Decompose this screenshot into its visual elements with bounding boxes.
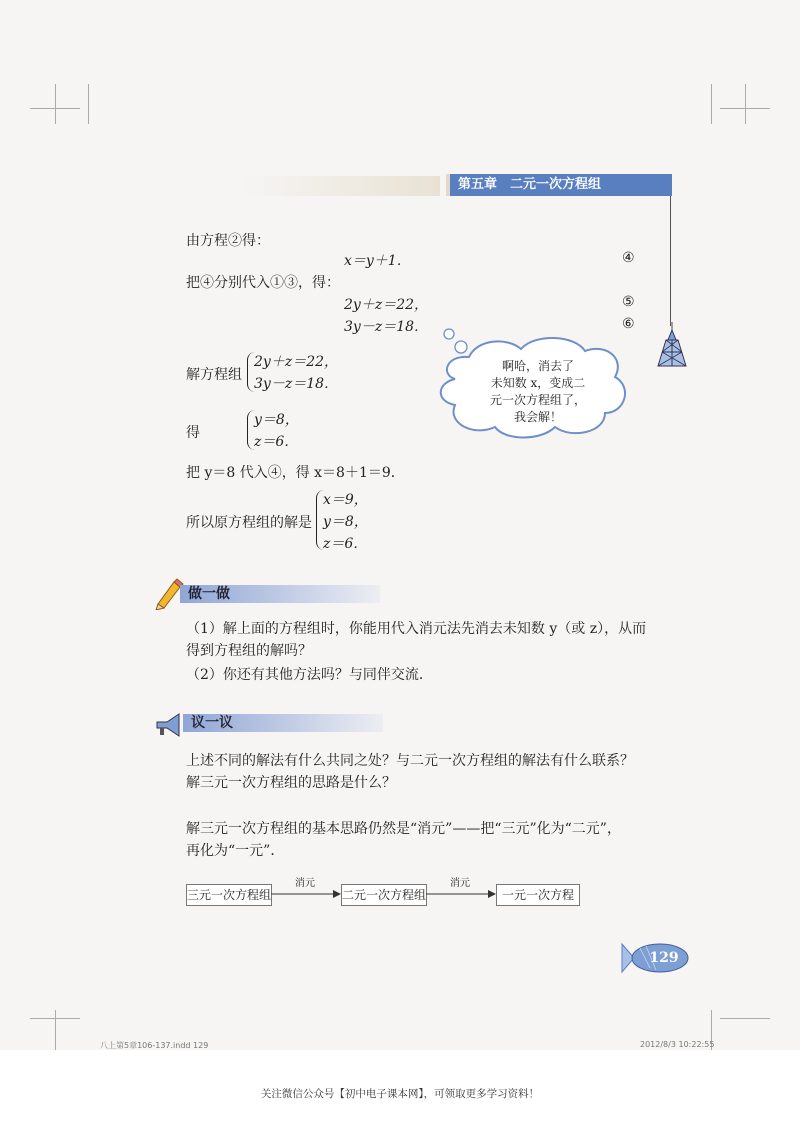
header-decoration — [240, 176, 440, 196]
crop-mark — [745, 84, 746, 124]
get-label: 得 — [186, 425, 200, 441]
crop-mark — [711, 84, 712, 124]
solve-label: 解方程组 — [186, 367, 242, 383]
equation-6: 3y－z＝18． — [344, 319, 429, 335]
crop-mark — [55, 84, 56, 124]
crop-mark — [720, 1018, 770, 1019]
wechat-notice: 关注微信公众号【初中电子课本网】，可领取更多学习资料！ — [260, 1088, 540, 1100]
flow-arrow — [271, 888, 341, 900]
discussion-text: 上述不同的解法有什么共同之处？与二元一次方程组的解法有什么联系？ — [186, 753, 634, 769]
summary-text: 再化为“一元”． — [186, 843, 285, 859]
final-y: y＝8， — [323, 514, 368, 530]
crop-mark — [30, 1018, 80, 1019]
final-label: 所以原方程组的解是 — [186, 515, 312, 531]
activity-question-1: （1）解上面的方程组时，你能用代入消元法先消去未知数 y（或 z），从而 — [186, 621, 647, 637]
summary-text: 解三元一次方程组的基本思路仍然是“消元”——把“三元”化为“二元”， — [186, 821, 621, 837]
flow-arrow-label: 消元 — [295, 878, 315, 889]
thought-line: 啊哈，消去了 — [501, 359, 574, 373]
equation-4: x＝y＋1． — [344, 253, 411, 269]
flow-box-two-var: 二元一次方程组 — [341, 884, 427, 906]
equation-number: ⑤ — [622, 294, 635, 310]
back-substitution: 把 y＝8 代入④，得 x＝8＋1＝9． — [186, 465, 405, 481]
system-eq-1: 2y＋z＝22， — [254, 354, 339, 370]
file-timestamp: 2012/8/3 10:22:55 — [640, 1040, 715, 1049]
thought-line: 元一次方程组了， — [489, 393, 586, 407]
equation-5: 2y＋z＝22， — [344, 297, 429, 313]
thought-line: 我会解！ — [513, 410, 562, 424]
system-eq-2: 3y－z＝18． — [254, 376, 339, 392]
page-number: 129 — [649, 950, 679, 966]
flow-arrow — [426, 888, 496, 900]
flow-arrow-label: 消元 — [450, 878, 470, 889]
final-x: x＝9， — [323, 492, 368, 508]
megaphone-icon — [155, 712, 185, 738]
tower-icon — [652, 322, 692, 368]
thought-line: 未知数 x，变成二 — [490, 376, 586, 390]
activity-question-1-cont: 得到方程组的解吗？ — [186, 643, 312, 659]
result-y: y＝8， — [254, 412, 299, 428]
chapter-title: 第五章 二元一次方程组 — [446, 174, 672, 196]
crop-mark — [55, 1010, 56, 1050]
equation-number: ⑥ — [622, 316, 635, 332]
flow-box-one-var: 一元一次方程 — [496, 884, 580, 906]
thought-text — [478, 358, 598, 426]
equation-number: ④ — [622, 250, 635, 266]
file-name: 八上第5章106-137.indd 129 — [100, 1041, 209, 1050]
flow-box-three-var: 三元一次方程组 — [186, 884, 272, 906]
final-z: z＝6． — [323, 536, 368, 552]
margin-rule — [670, 196, 671, 326]
crop-mark — [88, 84, 89, 124]
step-substitute: 把④分别代入①③，得： — [186, 275, 340, 291]
activity-question-2: （2）你还有其他方法吗？与同伴交流． — [186, 667, 433, 683]
discussion-text: 解三元一次方程组的思路是什么？ — [186, 775, 396, 791]
result-z: z＝6． — [254, 434, 299, 450]
step-from-eq2: 由方程②得： — [186, 233, 270, 249]
section-title-yiyiyi: 议一议 — [183, 714, 383, 732]
crop-mark — [30, 108, 80, 109]
section-title-zuoyizuo: 做一做 — [180, 585, 380, 603]
